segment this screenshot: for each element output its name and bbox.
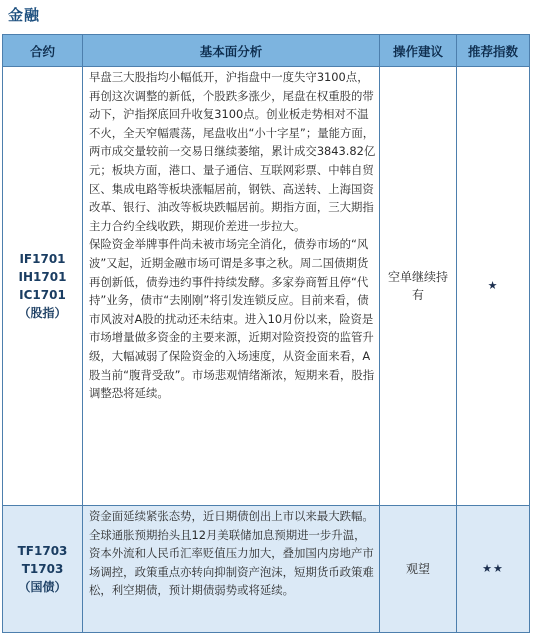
contract-category: （国债）	[18, 580, 67, 594]
contract-code: IC1701	[19, 288, 66, 302]
contract-cell	[3, 506, 83, 633]
contract-code: IF1701	[19, 252, 66, 266]
header-rating: 推荐指数	[457, 35, 530, 67]
table-row	[3, 67, 530, 506]
analysis-paragraph: 资金面延续紧张态势，近日期债创出上市以来最大跌幅。全球通胀预期抬头且12月美联储加息预期进一步升温，资本外流和人民币汇率贬值压力加大，叠加国内房地产市场调控，政策重点亦转向抑制资产泡沫，短期货币政策难松，利空期债，预计期债弱势或将延续。	[89, 509, 374, 598]
analysis-paragraph: 保险资金举牌事件尚未被市场完全消化，债券市场的“风波”又起，近期金融市场可谓是多事之秋。周二国债期货再创新低，债券违约事件持续发酵。多家券商暂且停“代持”业务，债市“去刚刚”将引发连锁反应。目前来看，债市风波对A股的扰动还未结束。进入10月份以来，险资是市场增量做多资金的主要来源，近期对险资投资的监管升级，大幅减弱了保险资金的入场速度，从资金面来看，A股当前“腹背受敌”。市场悲观情绪渐浓，短期来看，股指调整恐将延续。	[89, 237, 375, 401]
header-contract: 合约	[3, 35, 83, 67]
contract-code: IH1701	[18, 270, 67, 284]
advice-cell	[380, 67, 457, 506]
advice-cell	[380, 506, 457, 633]
advice-text: 观望	[405, 562, 430, 576]
rating-cell	[457, 506, 530, 633]
header-advice: 操作建议	[380, 35, 457, 67]
contract-code: T1703	[21, 562, 64, 576]
star-rating: ★★	[482, 562, 504, 575]
futures-table	[2, 34, 530, 633]
advice-text: 空单继续持有	[387, 270, 448, 302]
header-analysis: 基本面分析	[83, 35, 380, 67]
analysis-cell	[83, 67, 380, 506]
analysis-cell	[83, 506, 380, 633]
table-header-row	[3, 35, 530, 67]
table-row	[3, 506, 530, 633]
analysis-paragraph: 早盘三大股指均小幅低开，沪指盘中一度失守3100点，再创这次调整的新低，个股跌多涨少，尾盘在权重股的带动下，沪指探底回升收复3100点。创业板走势相对不温不火，全天窄幅震荡，尾盘收出“小十字星”；量能方面，两市成交量较前一交易日继续萎缩，累计成交3843.82亿元；板块方面，港口、量子通信、互联网彩票、中韩自贸区、集成电路等板块涨幅居前，钢铁、高送转、上海国资改革、银行、油改等板块跌幅居前。期指方面，三大期指主力合约全线收跌，期现价差进一步拉大。	[89, 70, 376, 233]
contract-code: TF1703	[17, 544, 68, 558]
contract-cell	[3, 67, 83, 506]
contract-category: （股指）	[18, 306, 67, 320]
rating-cell	[457, 67, 530, 506]
star-rating: ★	[487, 279, 499, 292]
section-title: 金融	[8, 6, 41, 24]
